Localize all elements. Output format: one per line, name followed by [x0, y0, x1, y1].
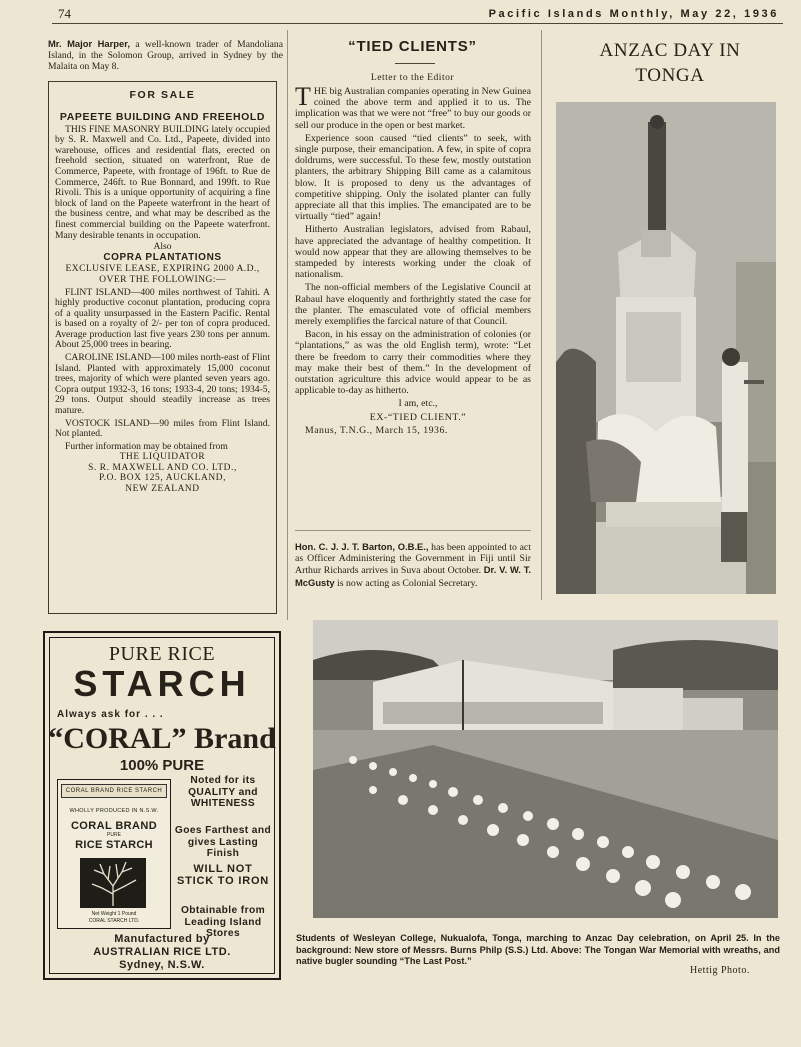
photo-caption: Students of Wesleyan College, Nukualofa, Tonga, marching to Anzac Day celebration, on April 25. In the background: New store of Messrs. Burns Philp (S.S.) Ltd. Above: The Tongan War Memorial with wreaths, and native bugler sounding “The Last Post.” [296, 933, 780, 967]
column-divider [541, 30, 542, 600]
anzac-title-line: TONGA [635, 65, 705, 86]
letter-dateline: Manus, T.N.G., March 15, 1936. [305, 424, 448, 436]
letter-closing: I am, etc., [398, 398, 438, 410]
harper-text: a well-known trader of Mandoliana Island, in the Solomon Group, arrived in Sydney by the Malaita on May 8. [48, 39, 283, 73]
letter-paragraph: Hitherto Australian legislators, advised from Rabaul, have appreciated the advantage of healthy competition. It would now appear that they are allowing themselves to be stampeded by interests working under the cloak of nationalism. [295, 224, 531, 281]
ad-mfd-label: Manufactured by [114, 933, 210, 945]
ad-quality-text: Noted for its QUALITY and WHITENESS [188, 775, 258, 809]
harper-name: Mr. Major Harper, [48, 38, 130, 49]
anzac-title-line: ANZAC DAY IN [599, 40, 741, 61]
lease-text: EXCLUSIVE LEASE, EXPIRING 2000 A.D., OVER THE FOLLOWING:— [65, 263, 260, 285]
coral-starch-ad [43, 631, 281, 980]
letter-paragraph: Bacon, in his essay on the administration of colonies (or “plantations,” as was the old English term), wrote: “Let there be freedom to carry their commodities where they may make their best of them.” In the development of outstation agriculture this advice would appear to be as applicable to-day as hitherto. [295, 329, 531, 397]
letter-paragraph: HE big Australian companies operating in New Guinea coined the above term and applied it to us. The implication was that we were not “free” to buy our goods or sell our produce in the open or best market. [295, 86, 531, 131]
for-sale-ad [48, 81, 277, 614]
package-coral-brand: CORAL BRAND [70, 820, 158, 832]
starch-package-illustration [57, 779, 171, 929]
copra-heading: COPRA PLANTATIONS [103, 251, 222, 263]
ad-brand: “CORAL” Brand [48, 722, 276, 755]
package-small-text: PURE [107, 832, 121, 838]
barton-text: has been appointed to act as Officer Administering the Government in Fiji until Sir Arthur Richards arrives in Suva about October. [295, 542, 531, 577]
papeete-description: THIS FINE MASONRY BUILDING lately occupied by S. R. Maxwell and Co. Ltd., Papeete, divided into warehouse, offices and residential flats, erected on freehold section, situated on waterfront, Rue de Commerce, Papeete, with frontage of 196ft. to Rue de Commerce, 246ft. to Rue Bonnard, and 199ft. to Rue Rivoli. This is a unique opportunity of acquiring a fine block of land on the Papeete waterfront in the heart of the business centre, and what may be described as the finest commercial building on the Papeete waterfront. Many desirable tenants in occupation. [55, 123, 270, 241]
coral-branch-icon [80, 858, 146, 908]
mcgusty-text: is now acting as Colonial Secretary. [337, 577, 478, 589]
tied-clients-letter [295, 82, 531, 438]
package-small-text: WHOLLY PRODUCED IN N.S.W. [69, 808, 159, 814]
ad-pure-rice: PURE RICE [108, 643, 216, 665]
ad-finish-text: Goes Farthest and gives Lasting Finish [174, 825, 272, 859]
ad-mfd-company: AUSTRALIAN RICE LTD. [93, 946, 231, 958]
section-divider [295, 530, 531, 531]
papeete-heading: PAPEETE BUILDING AND FREEHOLD [59, 110, 266, 123]
war-memorial-photo [556, 102, 776, 594]
header-rule [52, 23, 783, 24]
package-rice-starch: RICE STARCH [75, 839, 153, 851]
mcgusty-name: Dr. V. W. T. McGusty [295, 564, 532, 588]
letter-signature: EX-“TIED CLIENT.” [369, 411, 467, 423]
drop-cap: T [295, 82, 311, 111]
flint-island-text: FLINT ISLAND—400 miles northwest of Tahiti. A highly productive coconut plantation, producing copra of a quality unsurpassed in the Eastern Pacific. Rental is based on a royalty of 2/- per ton of copra produced. Average production last five years 230 tons per annum. About 25,000 trees in bearing. [55, 286, 270, 351]
caroline-island-text: CAROLINE ISLAND—100 miles north-east of Flint Island. Planted with approximately 15,000 coconut trees, majority of which were planted seven years ago. Copra output 1932-3, 16 tons; 1933-4, 20 tons; 1934-5, 29 tons. Output should steadily increase as trees mature. [55, 352, 270, 417]
ad-always-ask: Always ask for . . . [57, 709, 164, 720]
company-line: S. R. MAXWELL AND CO. LTD., [88, 462, 237, 473]
photo-credit: Hettig Photo. [690, 965, 750, 976]
ad-stores-text: Obtainable from Leading Island Stores [180, 905, 266, 939]
for-sale-title: FOR SALE [129, 89, 196, 101]
title-rule [395, 63, 435, 64]
package-band: CORAL BRAND RICE STARCH [61, 784, 167, 798]
ad-purity: 100% PURE [119, 757, 205, 774]
package-small-text: CORAL STARCH LTD. [88, 918, 140, 924]
barton-name: Hon. C. J. J. T. Barton, O.B.E., [295, 541, 429, 552]
box-line: P.O. BOX 125, AUCKLAND, [98, 473, 227, 484]
parade-photo [313, 620, 778, 918]
ad-starch: STARCH [73, 663, 251, 704]
masthead: Pacific Islands Monthly, May 22, 1936 [488, 8, 779, 20]
column-divider [287, 30, 288, 620]
vostock-island-text: VOSTOCK ISLAND—90 miles from Flint Island. Not planted. [55, 417, 270, 440]
harper-notice [48, 38, 283, 73]
also-label: Also [153, 241, 172, 253]
further-info-text: Further information may be obtained from [65, 440, 228, 452]
barton-notice [295, 541, 531, 589]
anzac-title [550, 38, 790, 88]
page-number: 74 [58, 6, 71, 21]
ad-manufacturer [45, 933, 279, 972]
tied-clients-subtitle: Letter to the Editor [370, 72, 455, 83]
ad-iron-text: WILL NOT STICK TO IRON [176, 863, 270, 887]
country-line: NEW ZEALAND [125, 483, 200, 494]
package-small-text: Net Weight 1 Pound [91, 911, 137, 917]
ad-mfd-city: Sydney, N.S.W. [119, 959, 205, 971]
liquidator-line: THE LIQUIDATOR [119, 452, 206, 463]
tied-clients-title: “TIED CLIENTS” [348, 38, 477, 55]
letter-paragraph: Experience soon caused “tied clients” to seek, with single purpose, their emancipation. A few, in spite of copra doldrums, were successful. To these few, mostly outstation planters, the arbitrary Shipping Bill came as a calamitous blow. It is proposed to deny us the advantages of competitive shipping. Only the isolated planter can fully appreciate all that this implies. The emancipated are to be virtually “tied” again! [295, 132, 531, 223]
letter-paragraph: The non-official members of the Legislative Council at Rabaul have eloquently and forthrightly stated the case for the planter. The emasculated vote of official members merely exemplifies the farcical nature of that Council. [295, 282, 531, 328]
